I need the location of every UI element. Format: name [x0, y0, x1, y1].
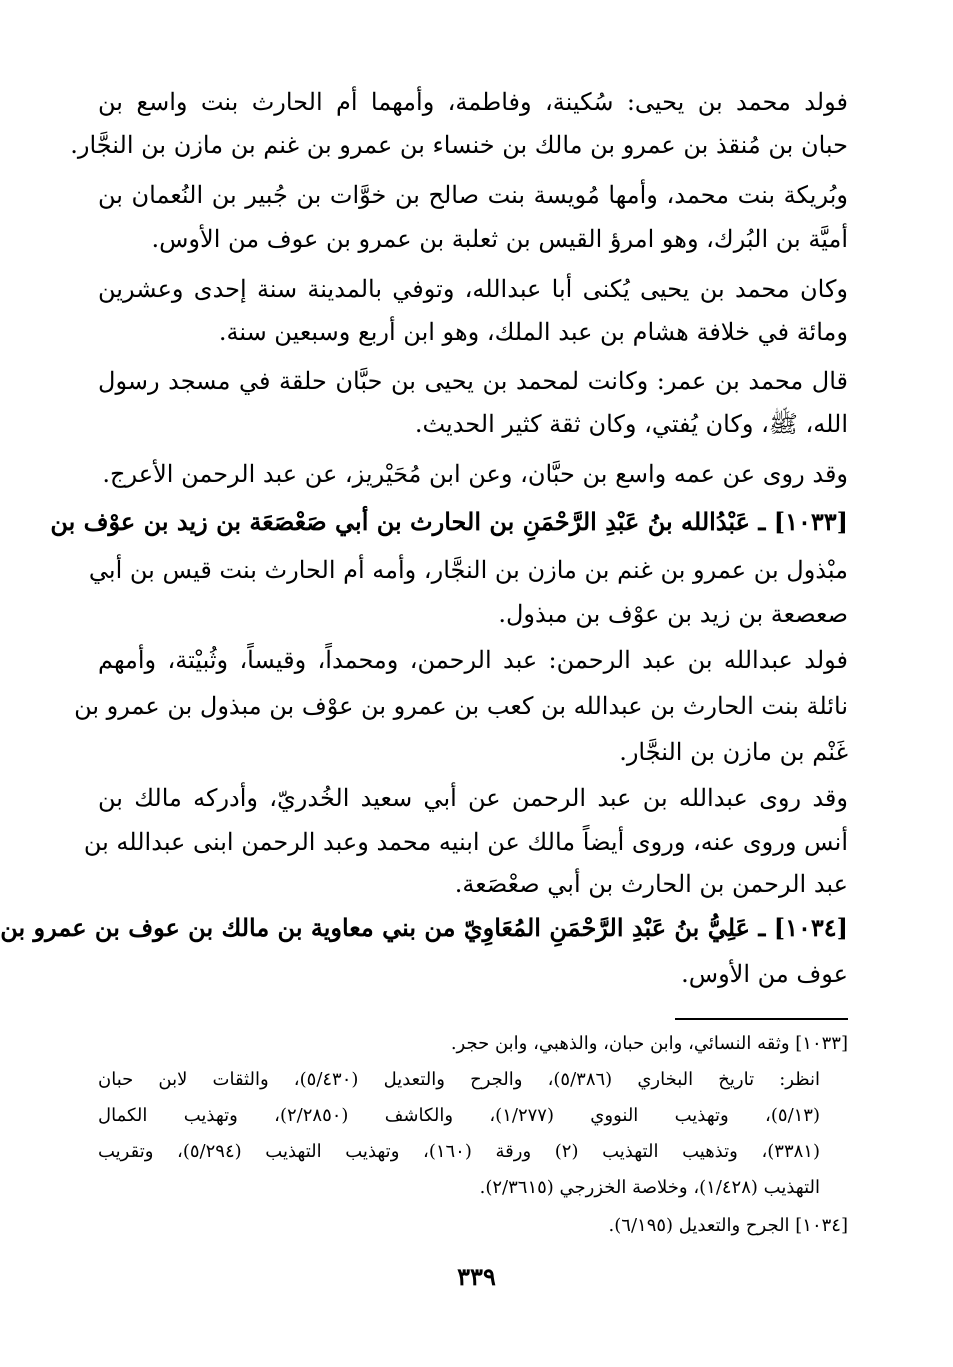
footnote-line-1: [١٠٣٣] وثقه النسائي، وابن حبان، والذهبي، وابن حجر. — [450, 1033, 848, 1054]
body-line-11: مبْذول بن عمرو بن غنم بن مازن بن النجَّار، وأمه أم الحارث بنت قيس بن أبي — [88, 556, 848, 584]
body-line-20: عوف من الأوس. — [681, 960, 848, 988]
body-line-15: غَنْم بن مازن بن النجَّار. — [619, 738, 848, 766]
body-line-2: حبان بن مُنقذ بن عمرو بن مالك بن خنساء بن عمرو بن غنم بن مازن بن النجَّار. — [70, 131, 848, 159]
body-line-13: فولد عبدالله بن عبد الرحمن: عبد الرحمن، ومحمداً، وقيساً، وثُبيْتة، وأمهم — [98, 646, 848, 674]
footnote-line-4: (٣٣٨١)، وتذهيب التهذيب (٢) ورقة (١٦٠)، وتهذيب التهذيب (٥/٢٩٤)، وتقريب — [98, 1141, 820, 1162]
body-line-9: وقد روى عن عمه واسع بن حبَّان، وعن ابن مُحَيْريز، عن عبد الرحمن الأعرج. — [102, 460, 848, 488]
body-line-17: أنس وروى عنه، وروى أيضاً مالك عن ابنيه محمد وعبد الرحمن ابنى عبدالله بن — [83, 828, 848, 856]
body-line-8: الله، ﷺ، وكان يُفتي، وكان ثقة كثير الحديث. — [414, 410, 848, 438]
body-line-4: أميَّة بن البُرك، وهو امرؤ القيس بن ثعلبة بن عمرو بن عوف من الأوس. — [151, 225, 848, 253]
body-line-14: نائلة بنت الحارث بن عبدالله بن كعب بن عمرو بن عوْف بن مبذول بن عمرو بن — [74, 692, 848, 720]
footnote-line-6: [١٠٣٤] الجرح والتعديل (٦/١٩٥). — [608, 1215, 848, 1236]
body-line-6: ومائة في خلافة هشام بن عبد الملك، وهو ابن أربع وسبعين سنة. — [218, 318, 848, 346]
footnote-line-5: التهذيب (١/٤٢٨)، وخلاصة الخزرجي (٢/٣٦١٥). — [479, 1177, 820, 1198]
footnote-line-3: (٥/١٣)، وتهذيب النووي (١/٢٧٧)، والكاشف (٢/٢٨٥٠)، وتهذيب الكمال — [98, 1105, 821, 1126]
body-line-7: قال محمد بن عمر: وكانت لمحمد بن يحيى بن حبَّان حلقة في مسجد رسول — [98, 367, 849, 395]
entry-1034-heading-line: [١٠٣٤] ـ عَلِيُّ بنُ عَبْدِ الرَّحْمَنِ المُعَاوِيّ من بني معاوية بن مالك بن عوف بن عمرو بن — [0, 913, 848, 942]
body-line-16: وقد روى عبدالله بن عبد الرحمن عن أبي سعيد الخُدريّ، وأدركه مالك بن — [98, 784, 848, 812]
body-line-3: وبُريكة بنت محمد، وأمها مُويسة بنت صالح بن خوَّات بن جُبير بن النُعمان بن — [98, 181, 848, 209]
body-line-1: فولد محمد بن يحيى: سُكينة، وفاطمة، وأمهما أم الحارث بنت واسع بن — [98, 88, 848, 116]
footnote-separator — [675, 1018, 848, 1020]
body-line-18: عبد الرحمن بن الحارث بن أبي صعْصَعة. — [454, 870, 848, 898]
body-line-5: وكان محمد بن يحيى يُكنى أبا عبدالله، وتوفي بالمدينة سنة إحدى وعشرين — [98, 275, 848, 303]
entry-1033-heading-line: [١٠٣٣] ـ عَبْدُالله بنُ عَبْدِ الرَّحْمَنِ بن الحارث بن أبي صَعْصَعَة بن زيد بن عوْف بن — [50, 507, 848, 536]
body-line-12: صعصعة بن زيد بن عوْف بن مبذول. — [498, 600, 848, 628]
page-number: ٣٣٩ — [457, 1262, 496, 1291]
footnote-line-2: انظر: تاريخ البخاري (٥/٣٨٦)، والجرح والتعديل (٥/٤٣٠)، والثقات لابن حبان — [98, 1069, 821, 1090]
